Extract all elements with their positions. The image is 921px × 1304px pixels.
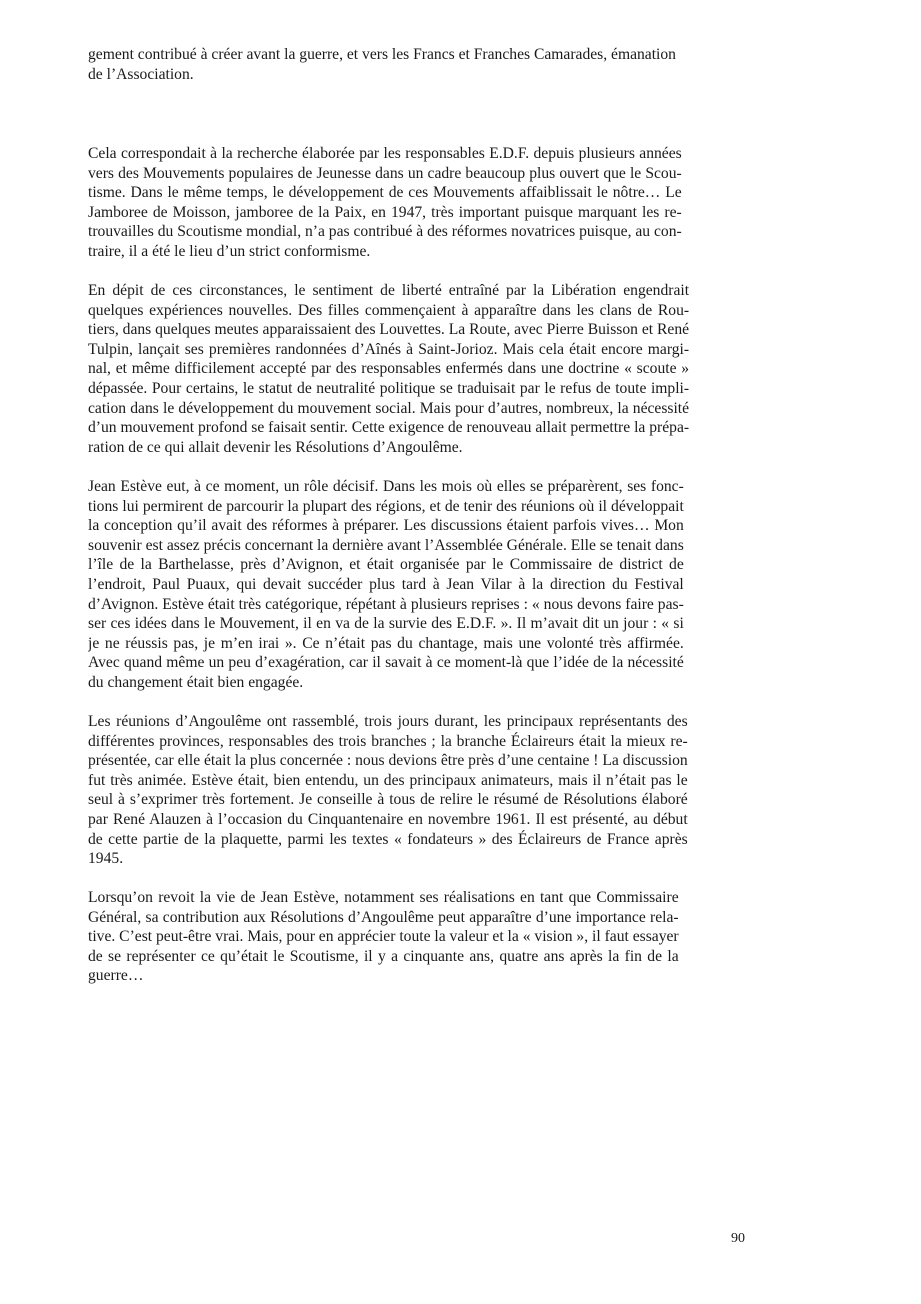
text-line: tiers, dans quelques meutes apparaissaient des Louvettes. La Route, avec Pierre Buisson et René xyxy=(88,321,690,339)
text-line: Cela correspondait à la recherche élaborée par les responsables E.D.F. depuis plusieurs années xyxy=(88,145,682,162)
text-line: Tulpin, lançait ses premières randonnées d’Aînés à Saint-Jorioz. Mais cela était encore margi- xyxy=(88,340,690,358)
text-line: vers des Mouvements populaires de Jeunesse dans un cadre beaucoup plus ouvert que le Scou- xyxy=(88,164,682,182)
text-line: traire, il a été le lieu d’un strict conformisme. xyxy=(88,242,371,260)
text-line: l’endroit, Paul Puaux, qui devait succéder plus tard à Jean Vilar à la direction du Festival xyxy=(88,575,684,593)
text-line: d’un mouvement profond se faisait sentir. Cette exigence de renouveau allait permettre la prépa- xyxy=(88,419,690,437)
text-line: trouvailles du Scoutisme mondial, n’a pas contribué à des réformes novatrices puisque, au con- xyxy=(88,223,682,241)
text-line: tions lui permirent de parcourir la plupart des régions, et de tenir des réunions où il développait xyxy=(88,497,684,515)
text-line: de cette partie de la plaquette, parmi les textes « fondateurs » des Éclaireurs de France après xyxy=(88,830,688,848)
text-line: d’Avignon. Estève était très catégorique, répétant à plusieurs reprises : « nous devons faire pas- xyxy=(88,595,684,613)
text-line: Jamboree de Moisson, jamboree de la Paix, en 1947, très important puisque marquant les re- xyxy=(88,203,682,221)
text-line: de se représenter ce qu’était le Scoutisme, il y a cinquante ans, quatre ans après la fin de la xyxy=(88,947,679,965)
text-line: de l’Association. xyxy=(88,65,194,83)
text-line: En dépit de ces circonstances, le sentiment de liberté entraîné par la Libération engendrait xyxy=(88,282,690,299)
text-line: Général, sa contribution aux Résolutions d’Angoulême peut apparaître d’une importance rela- xyxy=(88,908,679,926)
text-line: Lorsqu’on revoit la vie de Jean Estève, notamment ses réalisations en tant que Commissaire xyxy=(88,889,679,906)
paragraph-6 xyxy=(88,888,679,986)
text-line: souvenir est assez précis concernant la dernière avant l’Assemblée Générale. Elle se tenait dans xyxy=(88,536,684,554)
paragraph-3 xyxy=(88,281,689,457)
text-line: guerre… xyxy=(88,967,144,985)
paragraph-4 xyxy=(88,477,684,693)
text-line: seul à s’exprimer très fortement. Je conseille à tous de relire le résumé de Résolutions élaboré xyxy=(88,791,688,809)
text-line: différentes provinces, responsables des trois branches ; la branche Éclaireurs était la mieux re- xyxy=(88,732,688,750)
text-line: quelques expériences nouvelles. Des filles commençaient à apparaître dans les clans de Rou- xyxy=(88,301,690,319)
text-line: je ne réussis pas, je m’en irai ». Ce n’était pas du chantage, mais une volonté très affirmée. xyxy=(88,634,684,652)
paragraph-2 xyxy=(88,144,682,262)
paragraph-5 xyxy=(88,712,688,869)
text-line: nal, et même difficilement accepté par des responsables enfermés dans une doctrine « scoute » xyxy=(88,360,690,378)
text-line: Jean Estève eut, à ce moment, un rôle décisif. Dans les mois où elles se préparèrent, ses fonc- xyxy=(88,478,684,495)
text-line: cation dans le développement du mouvement social. Mais pour d’autres, nombreux, la nécessité xyxy=(88,399,690,417)
text-line: ser ces idées dans le Mouvement, il en va de la survie des E.D.F. ». Il m’avait dit un jour : « si xyxy=(88,615,684,633)
text-line: tive. C’est peut-être vrai. Mais, pour en apprécier toute la valeur et la « vision », il faut essayer xyxy=(88,928,679,946)
text-line: Les réunions d’Angoulême ont rassemblé, trois jours durant, les principaux représentants des xyxy=(88,713,688,730)
text-line: la conception qu’il avait des réformes à préparer. Les discussions étaient parfois vives… Mon xyxy=(88,517,684,535)
page-number: 90 xyxy=(731,1231,745,1246)
text-line: 1945. xyxy=(88,850,124,868)
text-line: Avec quand même un peu d’exagération, car il savait à ce moment-là que l’idée de la nécessité xyxy=(88,654,684,672)
text-line: l’île de la Barthelasse, près d’Avignon, et était organisée par le Commissaire de district de xyxy=(88,556,684,574)
text-line: par René Alauzen à l’occasion du Cinquantenaire en novembre 1961. Il est présenté, au début xyxy=(88,810,688,828)
paragraph-1 xyxy=(88,45,676,84)
text-line: gement contribué à créer avant la guerre, et vers les Francs et Franches Camarades, émanation xyxy=(88,46,676,63)
text-line: du changement était bien engagée. xyxy=(88,673,304,691)
text-line: présentée, car elle était la plus concernée : nous devions être près d’une centaine ! La discussion xyxy=(88,752,688,770)
text-line: dépassée. Pour certains, le statut de neutralité politique se traduisait par le refus de toute impli- xyxy=(88,379,690,397)
text-line: tisme. Dans le même temps, le développement de ces Mouvements affaiblissait le nôtre… Le xyxy=(88,184,682,202)
text-line: ration de ce qui allait devenir les Résolutions d’Angoulême. xyxy=(88,438,463,456)
text-line: fut très animée. Estève était, bien entendu, un des principaux animateurs, mais il n’était pas le xyxy=(88,771,688,789)
